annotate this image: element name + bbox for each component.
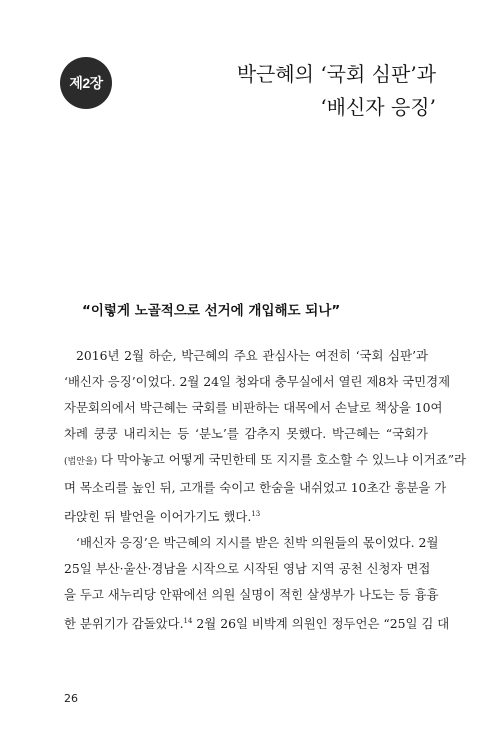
chapter-title — [237, 58, 436, 124]
text-line: 을 두고 새누리당 안팎에선 의원 실명이 적힌 살생부가 나도는 등 흉흉 — [64, 587, 439, 602]
footnote-marker: 14 — [183, 617, 193, 625]
text-span: 한 분위기가 감돌았다. — [64, 616, 184, 631]
text-line: 2016년 2월 하순, 박근혜의 주요 관심사는 여전히 ‘국회 심판’과 — [76, 348, 428, 363]
text-line: 차례 쿵쿵 내리치는 등 ‘분노’를 감추지 못했다. 박근혜는 “국회가 — [64, 426, 428, 441]
text-line: 25일 부산·울산·경남을 시작으로 시작된 영남 지역 공천 신청자 면접 — [64, 561, 431, 576]
paragraph-1 — [64, 343, 467, 530]
body-text — [64, 343, 467, 637]
text-span: 라앉힌 뒤 발언을 이어가기도 했다. — [64, 509, 252, 524]
chapter-title-line-2: ‘배신자 응징’ — [320, 95, 436, 119]
text-line: 자문회의에서 박근혜는 국회를 비판하는 대목에서 손날로 책상을 10여 — [64, 400, 443, 415]
inline-small-note: (법안을) — [64, 457, 98, 467]
text-line — [64, 501, 428, 530]
paragraph-2 — [64, 530, 450, 637]
footnote-marker: 13 — [251, 510, 261, 518]
text-span: 다 막아놓고 어떻게 국민한테 또 지지를 호소할 수 있느냐 이거죠”라 — [97, 452, 467, 467]
page-number: 26 — [64, 692, 78, 705]
section-heading: “이렇게 노골적으로 선거에 개입해도 되나” — [82, 303, 341, 319]
text-span: 2월 26일 비박계 의원인 정두언은 “25일 김 대 — [192, 616, 450, 631]
text-line: 며 목소리를 높인 뒤, 고개를 숙이고 한숨을 내쉬었고 10초간 흥분을 가 — [64, 480, 447, 495]
text-line — [64, 447, 467, 475]
chapter-badge: 제2장 — [60, 57, 112, 109]
text-line: ‘배신자 응징’이었다. 2월 24일 청와대 충무실에서 열린 제8차 국민경제 — [64, 374, 451, 389]
text-line: ‘배신자 응징’은 박근혜의 지시를 받은 친박 의원들의 몫이었다. 2월 — [76, 535, 439, 550]
text-line — [64, 608, 450, 637]
chapter-title-line-1: 박근혜의 ‘국회 심판’과 — [236, 62, 436, 86]
